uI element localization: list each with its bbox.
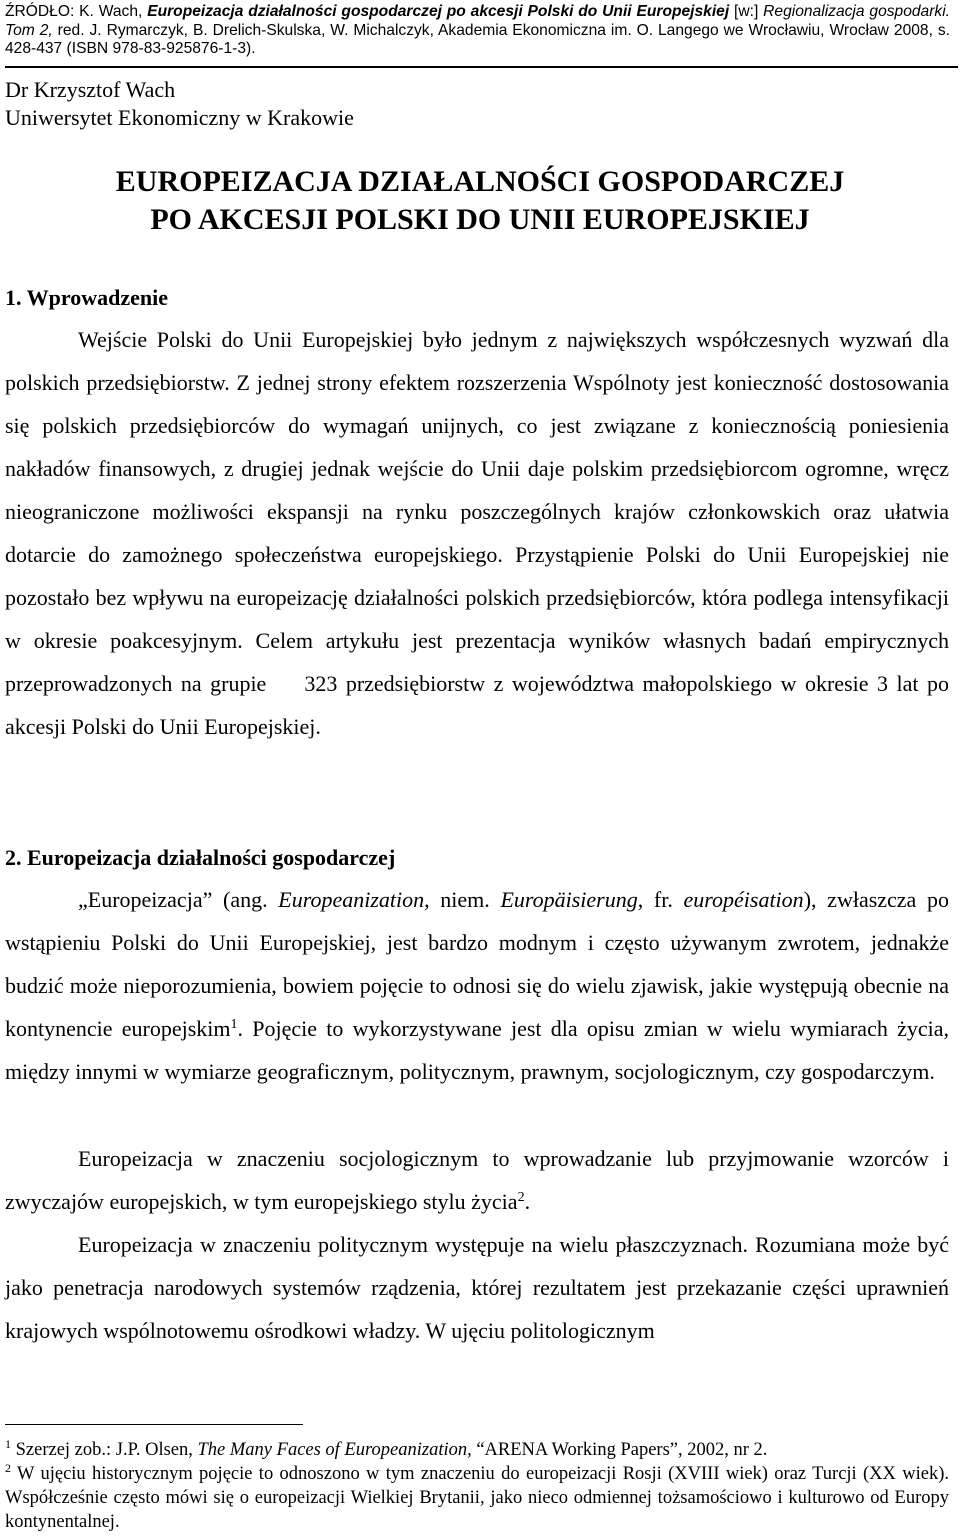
author-name: Dr Krzysztof Wach: [5, 77, 176, 102]
text: Szerzej zob.: J.P. Olsen,: [11, 1440, 198, 1460]
header-divider: [5, 66, 958, 68]
paragraph-political: [5, 1223, 949, 1352]
source-label: ŹRÓDŁO:: [5, 3, 75, 20]
text: . Pojęcie to wykorzystywane jest dla opisu zmian w wielu wymiarach życia, między innymi w wymiarze geograficznym, politycznym, prawnym, socjologicznym, czy gospodarczym.: [5, 1016, 949, 1084]
text: „Europeizacja” (ang.: [78, 887, 279, 912]
paragraph-europeanization-definition: [5, 878, 949, 1093]
footnote-1-title: The Many Faces of Europeanization,: [197, 1440, 472, 1460]
text: , niem.: [424, 887, 501, 912]
term-french: européisation: [683, 887, 804, 912]
footnote-divider: [5, 1424, 303, 1425]
source-article-title: Europeizacja działalności gospodarczej po akcesji Polski do Unii Europejskiej: [147, 3, 730, 20]
author-block: [5, 76, 354, 132]
footnote-2: [5, 1462, 949, 1534]
footnote-ref-1[interactable]: 1: [230, 1017, 238, 1032]
author-affiliation: Uniwersytet Ekonomiczny w Krakowie: [5, 105, 354, 130]
footnote-ref-2[interactable]: 2: [517, 1190, 525, 1205]
paper-title-line-2: PO AKCESJI POLSKI DO UNII EUROPEJSKIEJ: [150, 203, 810, 236]
source-details: red. J. Rymarczyk, B. Drelich-Skulska, W. Michalczyk, Akademia Ekonomiczna im. O. Langego we Wrocławiu, Wrocław 2008, s. 428-437 (ISBN 978-83-925876-1-3).: [5, 21, 950, 57]
term-english: Europeanization: [278, 887, 425, 912]
text: .: [524, 1189, 531, 1214]
paragraph-sociological: [5, 1137, 949, 1223]
paper-title-line-1: EUROPEIZACJA DZIAŁALNOŚCI GOSPODARCZEJ: [115, 165, 845, 198]
paragraph-introduction: [5, 318, 949, 748]
section-heading-europeanization: 2. Europeizacja działalności gospodarczej: [5, 845, 396, 870]
text: Europeizacja w znaczeniu politycznym występuje na wielu płaszczyznach. Rozumiana może być jako penetracja narodowych systemów rządzenia, której rezultatem jest przekazanie części uprawnień krajowych wspólnotowemu ośrodkowi władzy. W ujęciu politologicznym: [5, 1232, 949, 1343]
text: “ARENA Working Papers”, 2002, nr 2.: [471, 1440, 768, 1460]
source-citation: [5, 3, 950, 59]
footnotes: [5, 1438, 949, 1534]
term-german: Europäisierung: [500, 887, 638, 912]
text: ), zwłaszcza po wstąpieniu Polski do Unii Europejskiej, jest bardzo modnym i często używanym zwrotem, jednakże budzić może nieporozumienia, bowiem pojęcie to odnosi się do wielu zjawisk, jakie występują obecnie na kontynencie europejskim: [5, 887, 949, 1041]
footnote-1: [5, 1438, 949, 1462]
text: Europeizacja w znaczeniu socjologicznym to wprowadzanie lub przyjmowanie wzorców i zwyczajów europejskich, w tym europejskiego stylu życia: [5, 1146, 949, 1214]
footnote-number: 2: [5, 1461, 11, 1475]
source-in-label: [w:]: [734, 3, 759, 20]
section-heading-introduction: 1. Wprowadzenie: [5, 285, 168, 310]
source-book-title: Regionalizacja gospodarki. Tom 2,: [5, 3, 951, 39]
introduction-text: Wejście Polski do Unii Europejskiej było jednym z największych współczesnych wyzwań dla polskich przedsiębiorstw. Z jednej strony efektem rozszerzenia Wspólnoty jest konieczność dostosowania się polskich przedsiębiorców do wymagań unijnych, co jest związane z koniecznością poniesienia nakładów finansowych, z drugiej jednak wejście do Unii daje polskim przedsiębiorcom ogromne, wręcz nieograniczone możliwości ekspansji na rynku poszczególnych krajów członkowskich oraz ułatwia dotarcie do zamożnego społeczeństwa europejskiego. Przystąpienie Polski do Unii Europejskiej nie pozostało bez wpływu na europeizację działalności polskich przedsiębiorców, która podlega intensyfikacji w okresie poakcesyjnym. Celem artykułu jest prezentacja wyników własnych badań empirycznych przeprowadzonych na grupie: [5, 327, 949, 696]
introduction-text-end: 323 przedsiębiorstw z województwa małopolskiego w okresie 3 lat po akcesji Polski do Unii Europejskiej.: [5, 671, 949, 739]
source-author: K. Wach,: [79, 3, 143, 20]
paper-title: [0, 163, 960, 239]
footnote-number: 1: [5, 1437, 11, 1451]
text: , fr.: [637, 887, 684, 912]
text: W ujęciu historycznym pojęcie to odnoszono w tym znaczeniu do europeizacji Rosji (XVIII wiek) oraz Turcji (XX wiek). Współcześnie często mówi się o europeizacji Wielkiej Brytanii, jako nieco odmiennej tożsamościowo i kulturowo od Europy kontynentalnej.: [5, 1464, 949, 1532]
